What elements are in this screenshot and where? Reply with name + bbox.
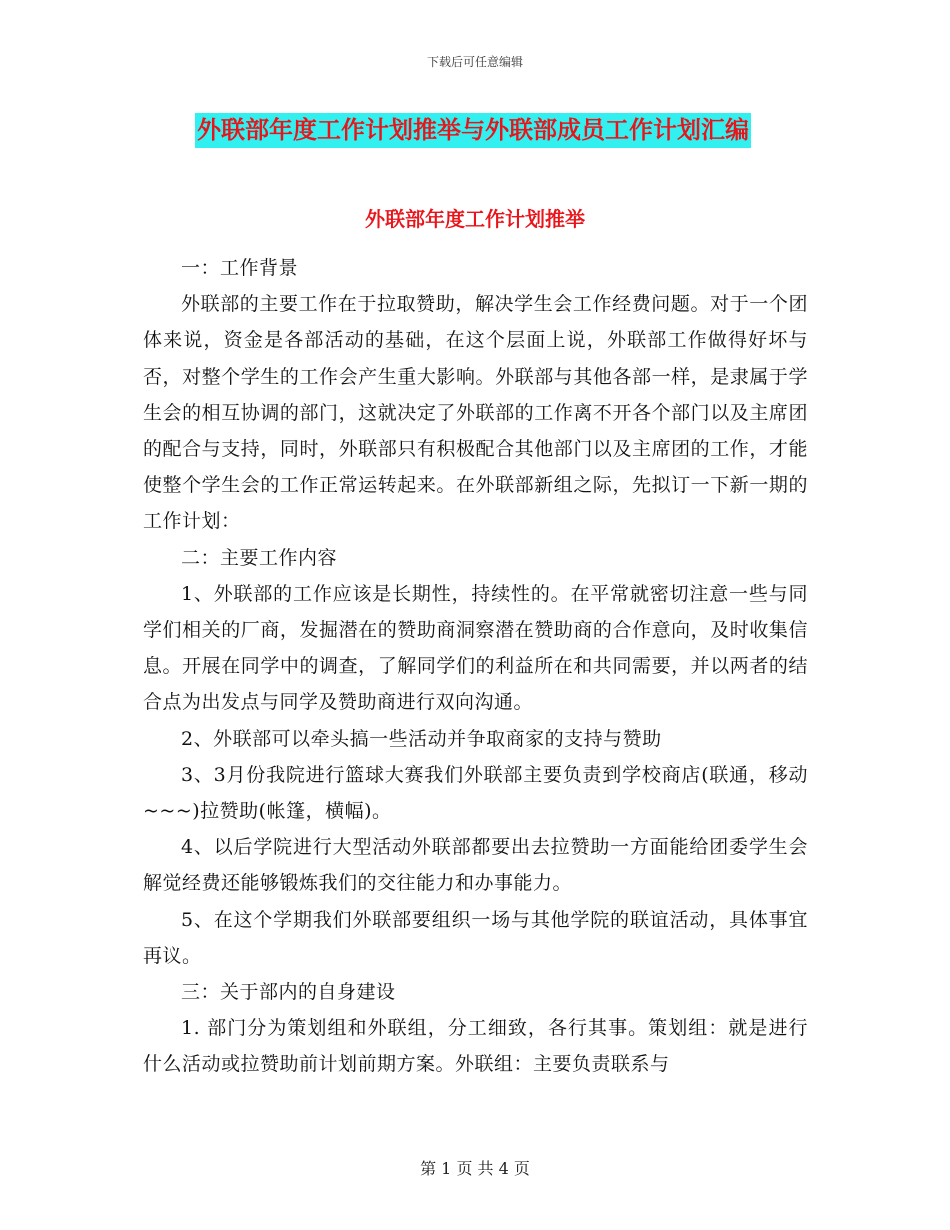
footer-prefix: 第 — [420, 1159, 442, 1178]
list-item-2: 2、外联部可以牵头搞一些活动并争取商家的支持与赞助 — [181, 727, 662, 750]
page-footer — [0, 1156, 950, 1179]
page-number: 1 — [441, 1159, 452, 1178]
list-item-4: 4、以后学院进行大型活动外联部都要出去拉赞助一方面能给团委学生会解觉经费还能够锻炼我们的交往能力和办事能力。 — [143, 836, 808, 895]
heading-main-work: 二：主要工作内容 — [181, 546, 338, 569]
list-item-3: 3、3月份我院进行篮球大赛我们外联部主要负责到学校商店(联通，移动~~~)拉赞助(帐篷，横幅)。 — [143, 763, 808, 823]
total-pages: 4 — [498, 1159, 509, 1178]
document-title: 外联部年度工作计划推举与外联部成员工作计划汇编 — [195, 113, 751, 148]
header-note: 下载后可任意编辑 — [426, 55, 523, 69]
paragraph-division: 1. 部门分为策划组和外联组，分工细致，各行其事。策划组：就是进行什么活动或拉赞助前计划前期方案。外联组：主要负责联系与 — [143, 1017, 808, 1076]
heading-self-building: 三：关于部内的自身建设 — [181, 981, 396, 1004]
section-title: 外联部年度工作计划推举 — [365, 207, 585, 231]
list-item-1: 1、外联部的工作应该是长期性，持续性的。在平常就密切注意一些与同学们相关的厂商，发掘潜在的赞助商洞察潜在赞助商的合作意向，及时收集信息。开展在同学中的调查，了解同学们的利益所在和共同需要，并以两者的结合点为出发点与同学及赞助商进行双向沟通。 — [143, 582, 808, 714]
footer-middle: 页 共 — [451, 1159, 499, 1178]
list-item-5: 5、在这个学期我们外联部要组织一场与其他学院的联谊活动，具体事宜再议。 — [143, 908, 808, 967]
paragraph-background: 外联部的主要工作在于拉取赞助，解决学生会工作经费问题。对于一个团体来说，资金是各部活动的基础，在这个层面上说，外联部工作做得好坏与否，对整个学生的工作会产生重大影响。外联部与其他各部一样，是隶属于学生会的相互协调的部门，这就决定了外联部的工作离不开各个部门以及主席团的配合与支持，同时，外联部只有积极配合其他部门以及主席团的工作，才能使整个学生会的工作正常运转起来。在外联部新组之际，先拟订一下新一期的工作计划： — [143, 293, 808, 533]
document-body — [143, 250, 808, 1083]
heading-work-background: 一：工作背景 — [181, 257, 299, 279]
footer-suffix: 页 — [508, 1159, 530, 1178]
